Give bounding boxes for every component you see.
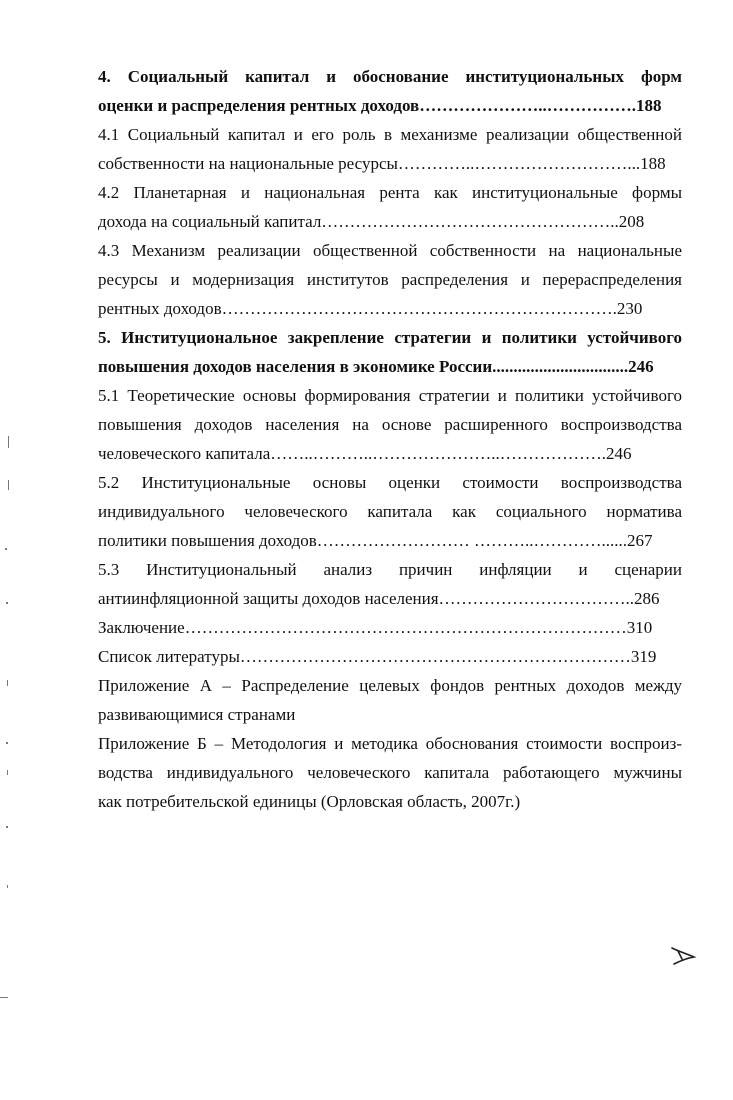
scan-mark bbox=[8, 436, 9, 448]
toc-line: человеческого капитала……..………..…………………..……………….246 bbox=[98, 444, 632, 463]
toc-line: собственности на национальные ресурсы…………..………………………...188 bbox=[98, 154, 666, 173]
toc-line: 4.3 Механизм реализации общественной собственности на национальные bbox=[98, 241, 682, 260]
scan-mark bbox=[7, 885, 8, 888]
toc-line: рентных доходов…………………………………………………………….230 bbox=[98, 299, 643, 318]
toc-line: Заключение……………………………………………………………………310 bbox=[98, 618, 653, 637]
scan-mark bbox=[7, 770, 8, 775]
toc-line: 5.1 Теоретические основы формирования стратегии и политики устойчивого bbox=[98, 386, 682, 405]
toc-line: 5.2 Институциональные основы оценки стоимости воспроизводства bbox=[98, 473, 682, 492]
toc-entry-chapter-5 bbox=[98, 323, 682, 381]
handwritten-mark bbox=[668, 945, 698, 967]
toc-entry-4-2 bbox=[98, 178, 682, 236]
toc-entry-4-1 bbox=[98, 120, 682, 178]
toc-entry-5-3 bbox=[98, 555, 682, 613]
scan-mark bbox=[6, 742, 8, 744]
toc-line: антиинфляционной защиты доходов населения……………………………..286 bbox=[98, 589, 660, 608]
toc-line: 4. Социальный капитал и обоснование институциональных форм bbox=[98, 67, 682, 86]
toc-line: ресурсы и модернизация институтов распределения и перераспределения bbox=[98, 270, 682, 289]
toc-line: 5. Институциональное закрепление стратегии и политики устойчивого bbox=[98, 328, 682, 347]
toc-entry-5-1 bbox=[98, 381, 682, 468]
toc-line: развивающимися странами bbox=[98, 705, 296, 724]
toc-line: 4.2 Планетарная и национальная рента как институциональные формы bbox=[98, 183, 682, 202]
toc-line: 5.3 Институциональный анализ причин инфляции и сценарии bbox=[98, 560, 682, 579]
toc-line: дохода на социальный капитал……………………………………………..208 bbox=[98, 212, 645, 231]
toc-line: политики повышения доходов……………………… ………..…………......267 bbox=[98, 531, 653, 550]
toc-entry-conclusion bbox=[98, 613, 682, 642]
scan-mark bbox=[5, 548, 7, 550]
scan-mark bbox=[6, 826, 8, 828]
toc-line: водства индивидуального человеческого капитала работающего мужчины bbox=[98, 763, 682, 782]
toc-line: Приложение Б – Методология и методика обоснования стоимости воспроиз- bbox=[98, 734, 682, 753]
toc-entry-bibliography bbox=[98, 642, 682, 671]
toc-line: Список литературы……………………………………………………………319 bbox=[98, 647, 657, 666]
scan-mark bbox=[6, 602, 8, 604]
toc-line: индивидуального человеческого капитала как социального норматива bbox=[98, 502, 682, 521]
toc-line: повышения доходов населения в экономике России................................246 bbox=[98, 357, 654, 376]
scan-mark bbox=[8, 480, 9, 490]
toc-line: 4.1 Социальный капитал и его роль в механизме реализации общественной bbox=[98, 125, 682, 144]
table-of-contents bbox=[98, 62, 682, 816]
scan-mark bbox=[0, 997, 8, 998]
toc-entry-chapter-4 bbox=[98, 62, 682, 120]
toc-entry-5-2 bbox=[98, 468, 682, 555]
scan-mark bbox=[7, 680, 8, 686]
toc-entry-appendix-a bbox=[98, 671, 682, 729]
toc-line: оценки и распределения рентных доходов…………………..…………….188 bbox=[98, 96, 662, 115]
toc-entry-4-3 bbox=[98, 236, 682, 323]
toc-line: Приложение А – Распределение целевых фондов рентных доходов между bbox=[98, 676, 682, 695]
toc-line: как потребительской единицы (Орловская область, 2007г.) bbox=[98, 792, 521, 811]
toc-entry-appendix-b bbox=[98, 729, 682, 816]
toc-line: повышения доходов населения на основе расширенного воспроизводства bbox=[98, 415, 682, 434]
